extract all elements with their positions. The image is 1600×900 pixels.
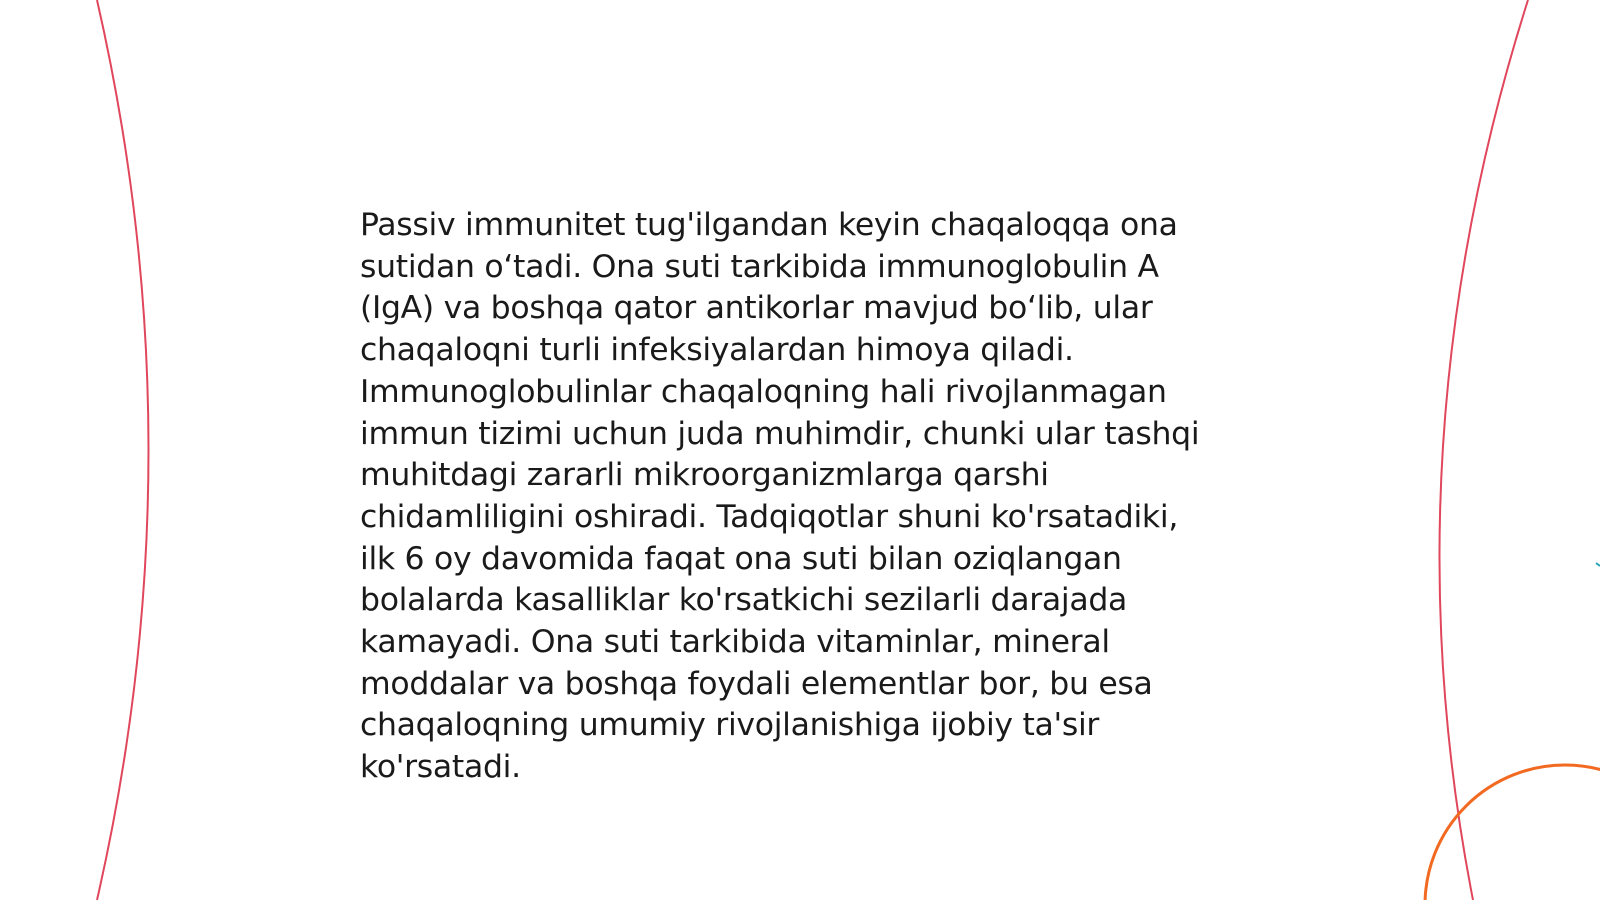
left-arc xyxy=(97,0,149,900)
orange-circle xyxy=(1425,765,1600,900)
teal-accent-mark xyxy=(1596,563,1600,566)
body-paragraph: Passiv immunitet tug'ilgandan keyin chaqaloqqa ona sutidan o‘tadi. Ona suti tarkibida immunoglobulin A (IgA) va boshqa qator antikorlar mavjud bo‘lib, ular chaqaloqni turli infeksiyalardan himoya qiladi. Immunoglobulinlar chaqaloqning hali rivojlanmagan immun tizimi uchun juda muhimdir, chunki ular tashqi muhitdagi zararli mikroorganizmlarga qarshi chidamliligini oshiradi. Tadqiqotlar shuni ko'rsatadiki, ilk 6 oy davomida faqat ona suti bilan oziqlangan bolalarda kasalliklar ko'rsatkichi sezilarli darajada kamayadi. Ona suti tarkibida vitaminlar, mineral moddalar va boshqa foydali elementlar bor, bu esa chaqaloqning umumiy rivojlanishiga ijobiy ta'sir ko'rsatadi. xyxy=(360,207,1200,786)
right-arc xyxy=(1439,0,1528,900)
